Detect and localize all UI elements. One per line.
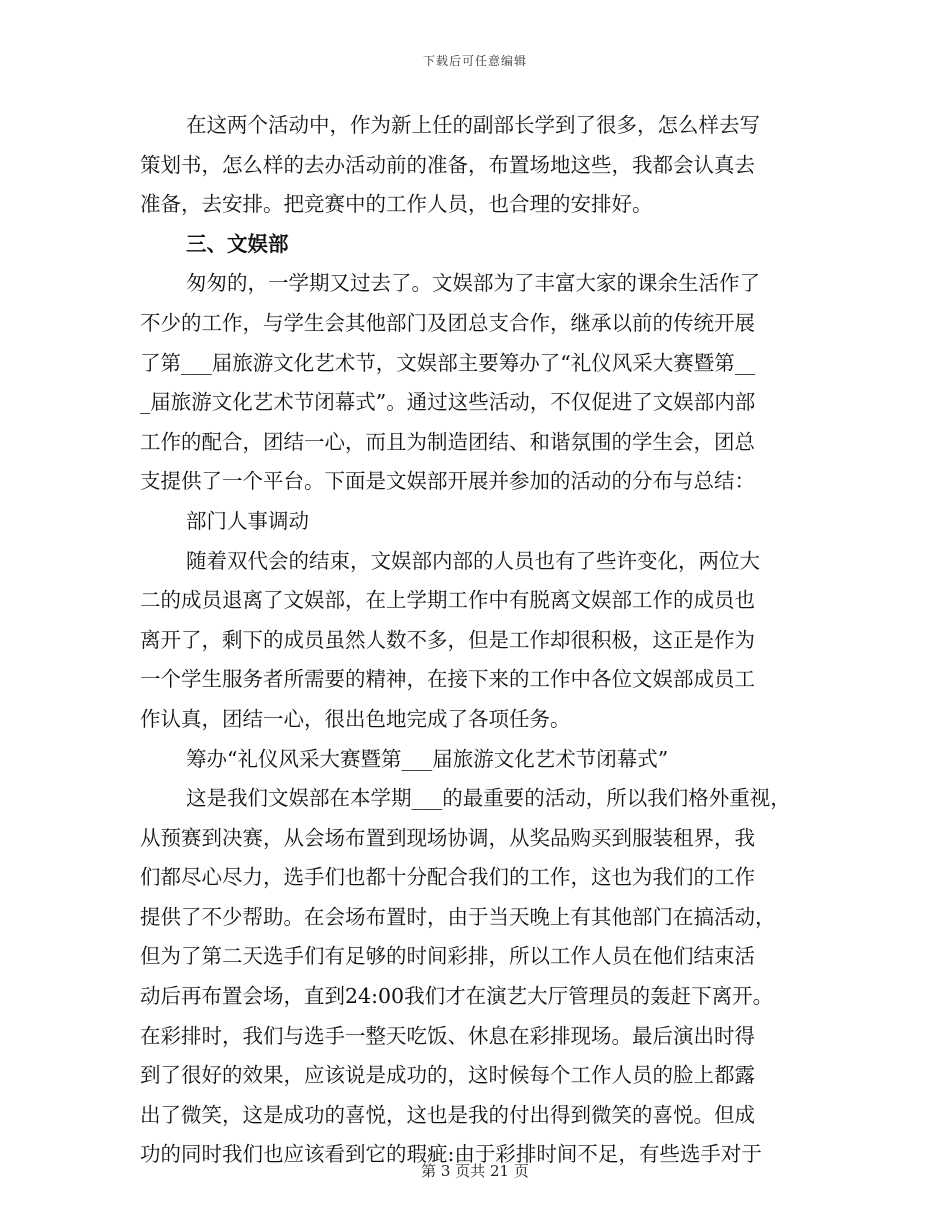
- text-line: 在这两个活动中，作为新上任的副部长学到了很多，怎么样去写: [186, 113, 760, 137]
- text-line: 策划书，怎么样的去办活动前的准备，布置场地这些，我都会认真去: [140, 152, 755, 177]
- text-line: 二的成员退离了文娱部，在上学期工作中有脱离文娱部工作的成员也: [140, 588, 755, 613]
- text-line: 提供了不少帮助。在会场布置时，由于当天晚上有其他部门在搞活动，: [140, 904, 776, 929]
- text-line: 随着双代会的结束，文娱部内部的人员也有了些许变化，两位大: [186, 548, 760, 573]
- text-line: 们都尽心尽力，选手们也都十分配合我们的工作，这也为我们的工作: [140, 865, 755, 890]
- text-line: 在彩排时，我们与选手一整天吃饭、休息在彩排现场。最后演出时得: [140, 1023, 755, 1048]
- text-line: 一个学生服务者所需要的精神，在接下来的工作中各位文娱部成员工: [140, 667, 755, 692]
- page-header: 下载后可任意编辑: [422, 54, 527, 68]
- text-line: 这是我们文娱部在本学期___的最重要的活动，所以我们格外重视，: [186, 786, 791, 811]
- text-line: 了第___届旅游文化艺术节，文娱部主要筹办了“礼仪风采大赛暨第__: [140, 350, 756, 375]
- subheading: 部门人事调动: [186, 508, 309, 533]
- page-footer: 第 3 页共 21 页: [421, 1162, 529, 1180]
- text-line: 到了很好的效果，应该说是成功的，这时候每个工作人员的脸上都露: [140, 1063, 755, 1088]
- text-line: 支提供了一个平台。下面是文娱部开展并参加的活动的分布与总结：: [140, 469, 755, 494]
- text-line: _届旅游文化艺术节闭幕式”。通过这些活动，不仅促进了文娱部内部: [140, 390, 756, 415]
- subheading: 筹办“礼仪风采大赛暨第___届旅游文化艺术节闭幕式”: [186, 746, 669, 771]
- text-line: 准备，去安排。把竞赛中的工作人员，也合理的安排好。: [140, 192, 653, 217]
- text-line: 工作的配合，团结一心，而且为制造团结、和谐氛围的学生会，团总: [140, 429, 755, 454]
- document-body: [140, 106, 830, 1175]
- text-line: 匆匆的，一学期又过去了。文娱部为了丰富大家的课余生活作了: [186, 271, 760, 296]
- text-line: 功的同时我们也应该看到它的瑕疵:由于彩排时间不足，有些选手对于: [140, 1142, 762, 1167]
- text-line: 离开了，剩下的成员虽然人数不多，但是工作却很积极，这正是作为: [140, 627, 755, 652]
- text-line: 从预赛到决赛，从会场布置到现场协调，从奖品购买到服装租界，我: [140, 825, 755, 850]
- text-line: 出了微笑，这是成功的喜悦，这也是我的付出得到微笑的喜悦。但成: [140, 1102, 755, 1127]
- section-heading: 三、文娱部: [186, 231, 289, 256]
- text-line: 但为了第二天选手们有足够的时间彩排，所以工作人员在他们结束活: [140, 944, 755, 969]
- text-line: 动后再布置会场，直到24:00我们才在演艺大厅管理员的轰赶下离开。: [140, 984, 774, 1009]
- text-line: 不少的工作，与学生会其他部门及团总支合作，继承以前的传统开展: [140, 310, 755, 335]
- text-line: 作认真，团结一心，很出色地完成了各项任务。: [140, 706, 571, 731]
